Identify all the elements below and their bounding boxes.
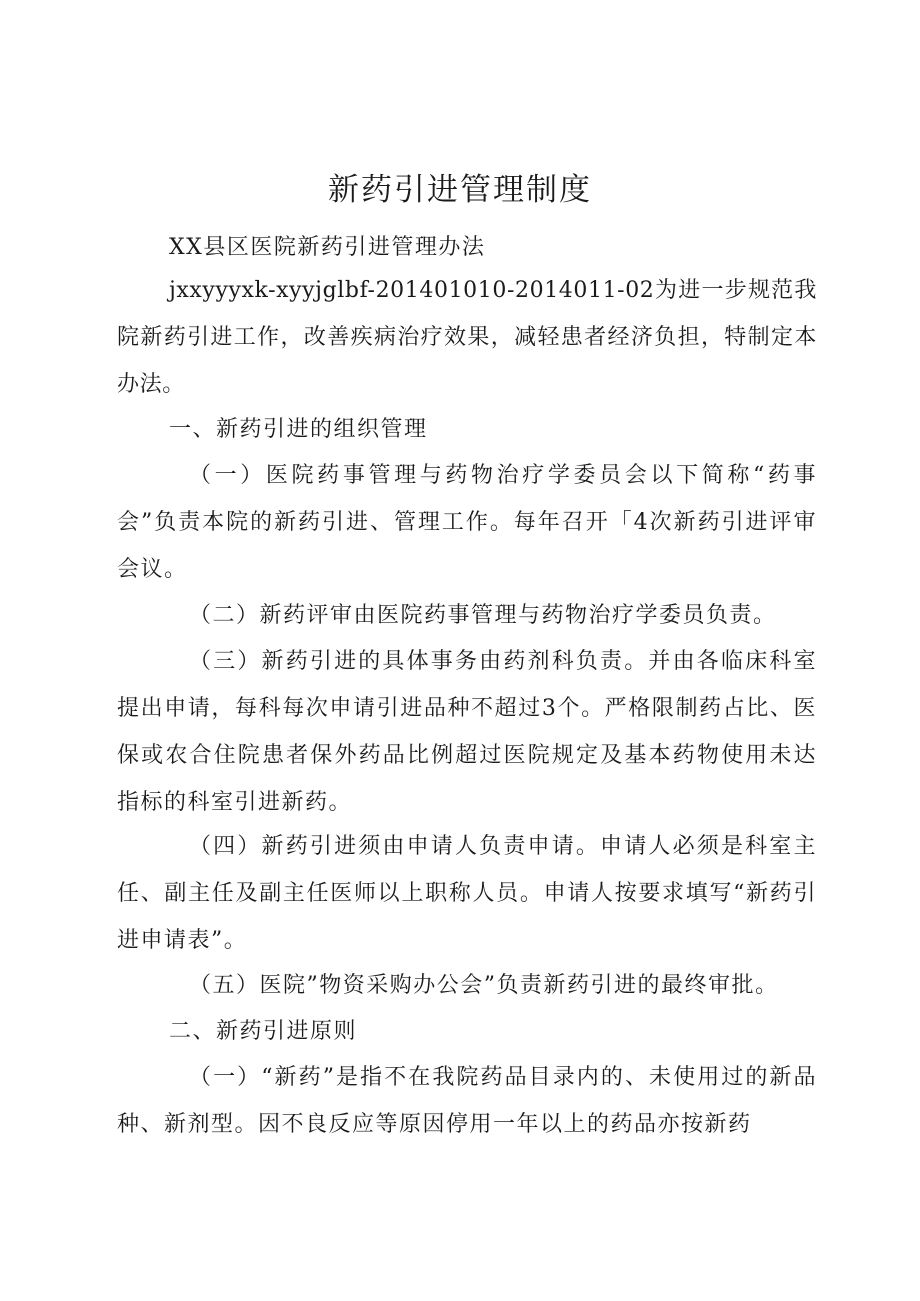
section-1-heading: 一、新药引进的组织管理 (169, 417, 428, 442)
section-1-item-1: （一）医院药事管理与药物治疗学委员会以下简称“药事会”负责本院的新药引进、管理工作。每年召开「4次新药引进评审会议。 (117, 463, 817, 582)
section-1-item-3: （三）新药引进的具体事务由药剂科负责。并由各临床科室提出申请，每科每次申请引进品种不超过3个。严格限制药占比、医保或农合住院患者保外药品比例超过医院规定及基本药物使用未达指标的科室引进新药。 (117, 649, 817, 815)
section-2-heading: 二、新药引进原则 (169, 1019, 358, 1044)
document-title: 新药引进管理制度 (328, 172, 592, 208)
document-subtitle: XX县区医院新药引进管理办法 (169, 235, 486, 260)
section-1-item-2: （二）新药评审由医院药事管理与药物治疗学委员负责。 (189, 603, 777, 628)
section-2-item-1: （一）“新药”是指不在我院药品目录内的、未使用过的新品种、新剂型。因不良反应等原因停用一年以上的药品亦按新药 (117, 1065, 817, 1137)
section-1-item-5: （五）医院”物资采购办公会”负责新药引进的最终审批。 (189, 973, 779, 998)
intro-paragraph: jxxyyyxk-xyyjglbf-201401010-2014011-02为进一步规范我院新药引进工作，改善疾病治疗效果，减轻患者经济负担，特制定本办法。 (117, 278, 817, 397)
section-1-item-4: （四）新药引进须由申请人负责申请。申请人必须是科室主任、副主任及副主任医师以上职称人员。申请人按要求填写“新药引进申请表”。 (117, 834, 817, 953)
